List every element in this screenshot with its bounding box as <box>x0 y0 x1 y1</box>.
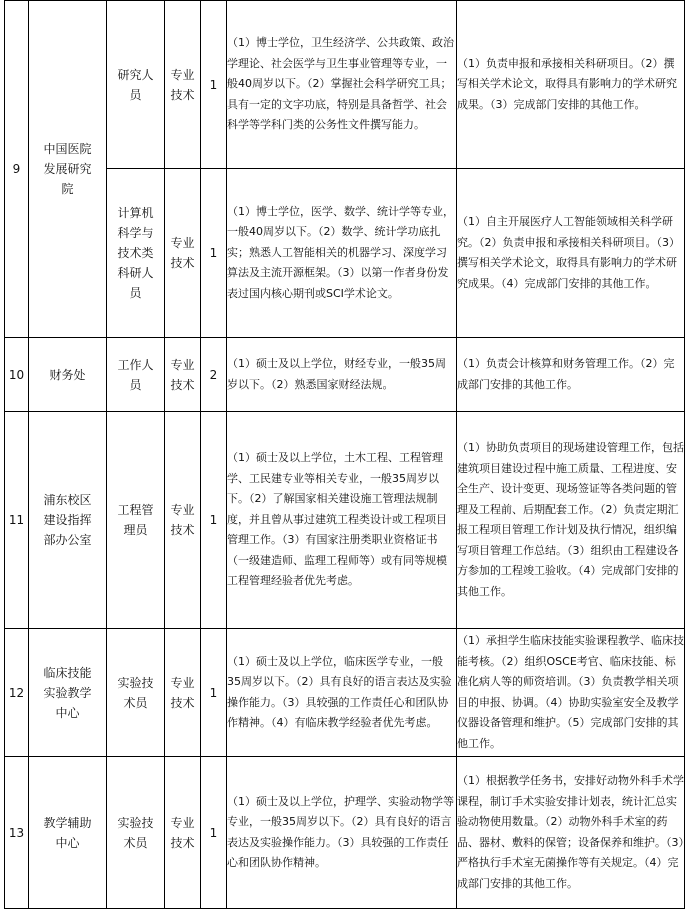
department-cell: 浦东校区 建设指挥 部办公室 <box>29 412 107 629</box>
position-title: 实验技 术员 <box>107 757 165 909</box>
position-category: 专业 技术 <box>165 338 201 412</box>
table-row <box>5 757 685 909</box>
duties-cell: （1）承担学生临床技能实验课程教学、临床技能考核。（2）组织OSCE考官、临床技能、标准化病人等的师资培训。（3）负责教学相关项目的申报、协调。（4）协助实验室安全及教学仪器设备管理和维护。（5）完成部门安排的其他工作。 <box>457 629 685 757</box>
headcount: 1 <box>201 1 227 169</box>
headcount: 1 <box>201 757 227 909</box>
duties-cell: （1）自主开展医疗人工智能领域相关科学研究。（2）负责申报和承接相关科研项目。（3）撰写相关学术论文，取得具有影响力的学术研究成果。（4）完成部门安排的其他工作。 <box>457 169 685 338</box>
requirements-cell: （1）博士学位，卫生经济学、公共政策、政治学理论、社会医学与卫生事业管理等专业，一般40周岁以下。（2）掌握社会科学研究工具；具有一定的文字功底，特别是具备哲学、社会科学等学科门类的公务性文件撰写能力。 <box>227 1 457 169</box>
position-category: 专业 技术 <box>165 169 201 338</box>
requirements-cell: （1）硕士及以上学位，财经专业，一般35周岁以下。（2）熟悉国家财经法规。 <box>227 338 457 412</box>
position-title: 计算机 科学与 技术类 科研人 员 <box>107 169 165 338</box>
row-number: 13 <box>5 757 29 909</box>
duties-cell: （1）负责申报和承接相关科研项目。（2）撰写相关学术论文，取得具有影响力的学术研究成果。（3）完成部门安排的其他工作。 <box>457 1 685 169</box>
headcount: 1 <box>201 629 227 757</box>
table-row <box>5 412 685 629</box>
row-number: 10 <box>5 338 29 412</box>
position-title: 实验技 术员 <box>107 629 165 757</box>
position-category: 专业 技术 <box>165 412 201 629</box>
headcount: 1 <box>201 169 227 338</box>
position-category: 专业 技术 <box>165 757 201 909</box>
requirements-cell: （1）硕士及以上学位，土木工程、工程管理学、工民建专业等相关专业，一般35周岁以下。（2）了解国家相关建设施工管理法规制度，并且曾从事过建筑工程类设计或工程项目管理工作。（3）有国家注册类职业资格证书（一级建造师、监理工程师等）或有同等规模工程管理经验者优先考虑。 <box>227 412 457 629</box>
department-cell: 中国医院 发展研究 院 <box>29 1 107 338</box>
position-category: 专业 技术 <box>165 1 201 169</box>
table-row <box>5 1 685 169</box>
row-number: 9 <box>5 1 29 338</box>
department-cell: 临床技能 实验教学 中心 <box>29 629 107 757</box>
headcount: 2 <box>201 338 227 412</box>
requirements-cell: （1）博士学位，医学、数学、统计学等专业，一般40周岁以下。（2）数学、统计学功底扎实；熟悉人工智能相关的机器学习、深度学习算法及主流开源框架。（3）以第一作者身份发表过国内核心期刊或SCI学术论文。 <box>227 169 457 338</box>
table-row <box>5 169 685 338</box>
duties-cell: （1）协助负责项目的现场建设管理工作，包括建筑项目建设过程中施工质量、工程进度、安全生产、设计变更、现场签证等各类问题的管理及工程前、后期配套工作。（2）负责定期汇报工程项目管理工作计划及执行情况，组织编写项目管理工作总结。（3）组织由工程建设各方参加的工程竣工验收。（4）完成部门安排的其他工作。 <box>457 412 685 629</box>
row-number: 11 <box>5 412 29 629</box>
position-title: 工作人 员 <box>107 338 165 412</box>
position-title: 工程管 理员 <box>107 412 165 629</box>
row-number: 12 <box>5 629 29 757</box>
position-title: 研究人 员 <box>107 1 165 169</box>
requirements-cell: （1）硕士及以上学位，临床医学专业，一般35周岁以下。（2）具有良好的语言表达及实验操作能力。（3）具较强的工作责任心和团队协作精神。（4）有临床教学经验者优先考虑。 <box>227 629 457 757</box>
department-cell: 财务处 <box>29 338 107 412</box>
table-row <box>5 629 685 757</box>
recruitment-table <box>4 0 685 909</box>
department-cell: 教学辅助 中心 <box>29 757 107 909</box>
table-row <box>5 338 685 412</box>
requirements-cell: （1）硕士及以上学位，护理学、实验动物学等专业，一般35周岁以下。（2）具有良好的语言表达及实验操作能力。（3）具较强的工作责任心和团队协作精神。 <box>227 757 457 909</box>
duties-cell: （1）根据教学任务书，安排好动物外科手术学课程，制订手术实验安排计划表，统计汇总实验动物使用数量。（2）动物外科手术室的药品、器材、敷料的保管；设备保养和维护。（3）严格执行手术室无菌操作等有关规定。（4）完成部门安排的其他工作。 <box>457 757 685 909</box>
headcount: 1 <box>201 412 227 629</box>
position-category: 专业 技术 <box>165 629 201 757</box>
duties-cell: （1）负责会计核算和财务管理工作。（2）完成部门安排的其他工作。 <box>457 338 685 412</box>
